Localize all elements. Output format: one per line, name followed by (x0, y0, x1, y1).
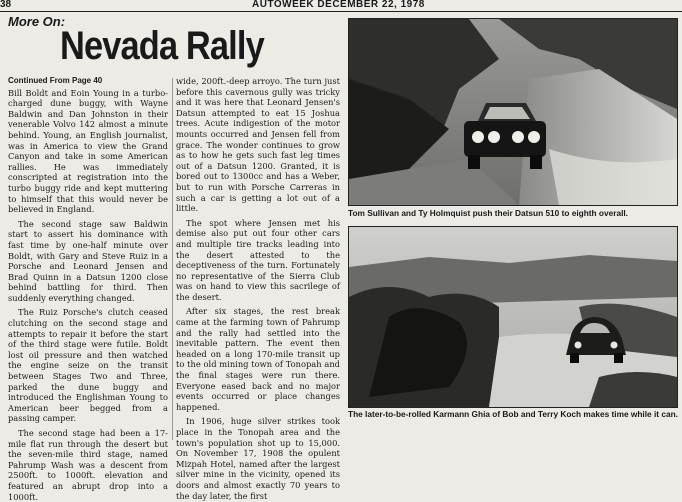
column-2-paragraph: The spot where Jensen met his demise also put out four other cars and multiple tire tracks leading into the desert attested to the deceptiveness of the turn. Fortunately no representative of the Sierra Club was on hand to view this sacrilege of the desert. (176, 217, 340, 302)
photo-karmann-ghia (348, 226, 678, 408)
column-2-paragraph: After six stages, the rest break came at the farming town of Pahrump and the rally had settled into the inevitable pattern. The event then headed on a long 170-mile transit up to the old mining town of Tonopah and the final stages were run there. Everyone eased back and no major events occurred or place changes happened. (176, 306, 340, 412)
photo-datsun-510 (348, 18, 678, 206)
page-number: 38 (0, 0, 12, 10)
article-column-1 (8, 76, 168, 502)
column-2-paragraph: In 1906, huge silver strikes took place in the Tonopah area and the town's population shot up to 15,000. On November 17, 1908 the opulent Mizpah Hotel, named after the largest silver mine in the vicinity, opened its doors and almost exactly 70 years to the day later, the first (176, 416, 340, 501)
column-1-paragraph: The second stage had been a 17-mile flat run through the desert but the seven-mile third stage, named Pahrump Wash was a descent from 2500ft. to 1000ft. elevation and featured an abrupt drop into a 1000ft. (8, 428, 168, 502)
publication-line: AUTOWEEK DECEMBER 22, 1978 (252, 0, 425, 10)
photo-caption-2: The later-to-be-rolled Karmann Ghia of Bob and Terry Koch makes time while it can. (348, 409, 678, 419)
masthead (0, 0, 682, 12)
column-1-paragraph: Bill Boldt and Eoin Young in a turbo-charged dune buggy, with Wayne Baldwin and Dan Johnston in their venerable Volvo 142 almost a minute behind. Young, an English journalist, was in America to view the Grand Canyon and take in some American rallies. He was immediately conscripted at registration into the turbo buggy ride and kept muttering to himself that this would never be believed in England. (8, 87, 168, 215)
article-kicker: More On: (8, 14, 66, 29)
column-2-paragraph: wide, 200ft.-deep arroyo. The turn just before this cavernous gully was tricky and it was here that Leonard Jensen's Datsun attempted to eat 15 Joshua trees. Acute indigestion of the motor mounts occurred and Jensen fell from grace. The wonder continues to grow as to how he gets such fast leg times out of a Datsun 1200. Granted, it is bored out to 1300cc and has a Weber, but to run with Porsche Carreras in such a car is getting a lot out of a little. (176, 76, 340, 214)
article-headline: Nevada Rally (60, 24, 264, 68)
column-divider (172, 78, 173, 440)
photo-caption-1: Tom Sullivan and Ty Holmquist push their Datsun 510 to eighth overall. (348, 208, 628, 218)
column-1-paragraph: The Ruiz Porsche's clutch ceased clutching on the second stage and attempts to repair it before the start of the third stage were futile. Boldt lost oil pressure and then watched the engine seize on the transit between Stages Two and Three, parked the dune buggy and introduced the Englishman Young to American beer begged from a passing camper. (8, 307, 168, 424)
continued-from-label: Continued From Page 40 (8, 76, 103, 85)
column-1-paragraph: The second stage saw Baldwin start to assert his dominance with fast time by one-half minute over Boldt, with Gary and Steve Ruiz in a Porsche and Leonard Jensen and Brad Quinn in a Datsun 1200 close behind battling for third. Then suddenly everything changed. (8, 218, 168, 303)
article-column-2 (176, 76, 340, 501)
